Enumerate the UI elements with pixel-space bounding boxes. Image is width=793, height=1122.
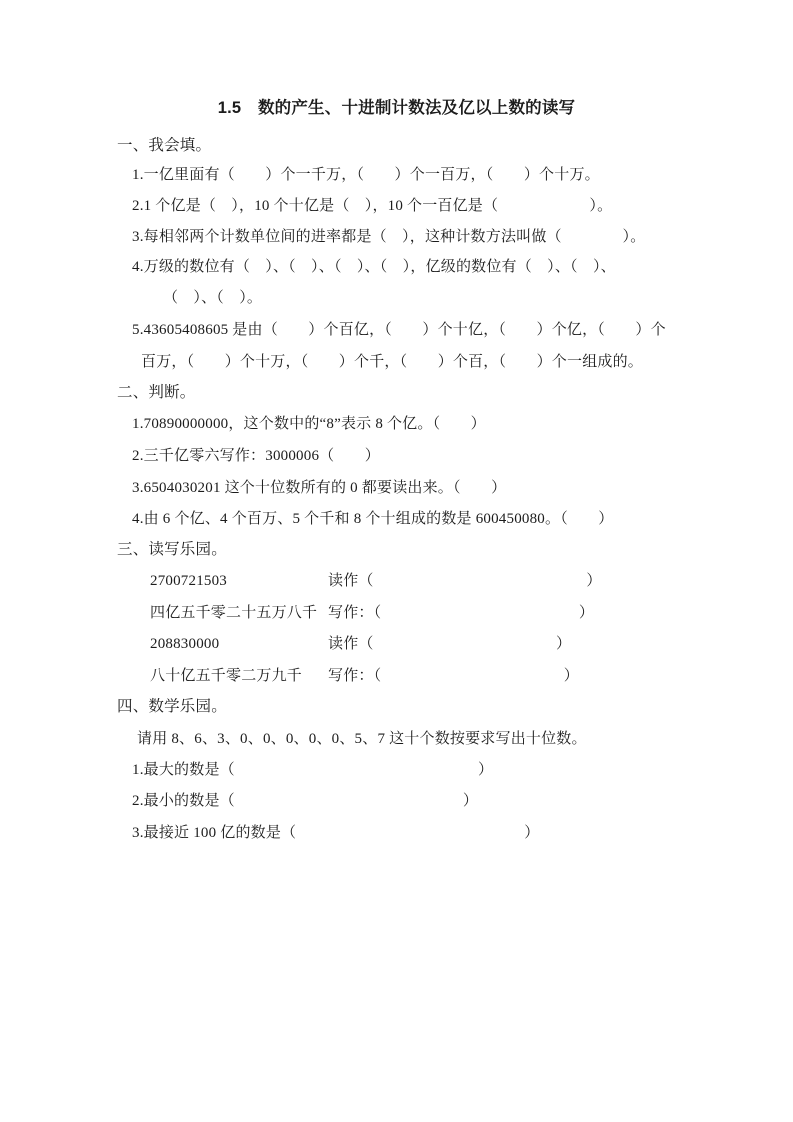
read-write-row-4	[150, 665, 579, 687]
section-4-intro: 请用 8、6、3、0、0、0、0、0、5、7 这十个数按要求写出十位数。	[137, 731, 587, 747]
read-write-row-3	[150, 633, 571, 655]
number-to-read-3: 208830000	[150, 636, 220, 652]
question-4-2: 2.最小的数是（ ）	[132, 793, 479, 809]
read-write-row-2	[150, 602, 594, 624]
section-4-heading: 四、数学乐园。	[117, 698, 227, 715]
question-1-4-line2: （ ）、（ ）。	[163, 290, 263, 306]
question-4-3: 3.最接近 100 亿的数是（ ）	[132, 825, 540, 841]
number-to-write-4: 八十亿五千零二万九千	[150, 668, 303, 684]
worksheet-title: 1.5 数的产生、十进制计数法及亿以上数的读写	[217, 99, 576, 117]
section-1-heading: 一、我会填。	[117, 137, 212, 154]
answer-blank-1: 读作（ ）	[328, 573, 602, 589]
answer-blank-2: 写作：（ ）	[328, 605, 595, 621]
question-4-1: 1.最大的数是（ ）	[132, 762, 494, 778]
number-to-read-1: 2700721503	[150, 573, 227, 589]
section-2-heading: 二、判断。	[117, 384, 196, 401]
question-2-1: 1.70890000000，这个数中的“8”表示 8 个亿。（ ）	[132, 416, 486, 432]
question-1-5-line1: 5.43605408605 是由（ ）个百亿，（ ）个十亿，（ ）个亿，（ ）个	[132, 322, 666, 338]
section-3-heading: 三、读写乐园。	[117, 541, 227, 558]
question-2-4: 4.由 6 个亿、4 个百万、5 个千和 8 个十组成的数是 600450080。（ ）	[132, 511, 614, 527]
question-1-4-line1: 4.万级的数位有（ ）、（ ）、（ ）、（ ），亿级的数位有（ ）、（ ）、	[132, 259, 616, 275]
question-1-5-line2: 百万，（ ）个十万，（ ）个千，（ ）个百，（ ）个一组成的。	[141, 354, 644, 370]
question-2-3: 3.6504030201 这个十位数所有的 0 都要读出来。（ ）	[132, 480, 507, 496]
question-1-2: 2.1 个亿是（ ），10 个十亿是（ ），10 个一百亿是（ ）。	[132, 198, 613, 214]
question-1-1: 1.一亿里面有（ ）个一千万，（ ）个一百万，（ ）个十万。	[132, 167, 600, 183]
answer-blank-3: 读作（ ）	[328, 636, 572, 652]
question-2-2: 2.三千亿零六写作：3000006（ ）	[132, 448, 380, 464]
answer-blank-4: 写作：（ ）	[328, 668, 579, 684]
question-1-3: 3.每相邻两个计数单位间的进率都是（ ），这种计数方法叫做（ ）。	[132, 229, 646, 245]
read-write-row-1	[150, 570, 602, 592]
number-to-write-2: 四亿五千零二十五万八千	[150, 605, 318, 621]
